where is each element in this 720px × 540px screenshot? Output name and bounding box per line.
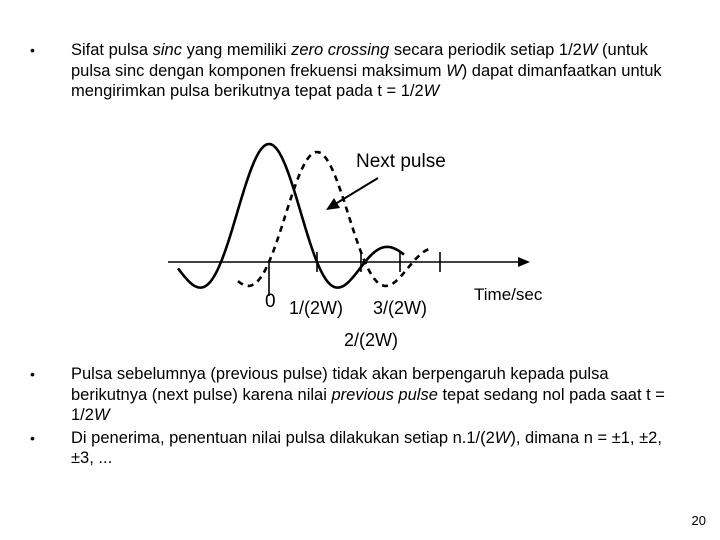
- pointer-arrow-icon: [326, 198, 340, 210]
- bullet-text: Sifat pulsa: [71, 41, 153, 59]
- tick-label-1: 1/(2W): [289, 298, 343, 318]
- next-pulse-label: Next pulse: [356, 151, 446, 172]
- next-pulse-curve: [238, 152, 430, 286]
- bullet-text: Pulsa sebelumnya (previous pulse) tidak akan berpengaruh kepada pulsa berikutnya (next pulse) karena nilai: [71, 365, 609, 404]
- bullet-text-italic: W: [423, 82, 440, 100]
- page-number: 20: [691, 513, 706, 528]
- time-axis-label: Time/sec: [474, 285, 543, 304]
- bullet-item: [26, 40, 686, 102]
- top-bullet-list: [26, 40, 686, 104]
- bullet-text: tepat sedang nol pada saat t = 1/2: [71, 385, 665, 424]
- bullet-text-italic: zero crossing: [291, 41, 390, 59]
- bullet-text: ), dimana n = ±1, ±2, ±3, ...: [71, 428, 662, 467]
- bullet-text-italic: W: [93, 406, 110, 424]
- bullet-dot-icon: •: [30, 42, 35, 58]
- bullet-item: [26, 364, 686, 426]
- axis-arrow-icon: [518, 257, 530, 267]
- tick-label-0: 0: [265, 291, 276, 312]
- bullet-text-italic: W: [494, 428, 511, 447]
- bullet-dot-icon: •: [30, 366, 35, 382]
- bullet-text-italic: W: [446, 61, 462, 80]
- bullet-item: [26, 428, 686, 469]
- pointer-line: [332, 178, 378, 206]
- bullet-text-italic: W: [581, 41, 598, 59]
- bullet-text-italic: previous pulse: [331, 385, 438, 404]
- bullet-text: secara periodik setiap 1/2: [389, 41, 582, 59]
- bottom-bullet-list: [26, 364, 686, 471]
- bullet-text: Di penerima, penentuan nilai pulsa dilakukan setiap n.1/(2: [71, 428, 495, 447]
- bullet-text: ) dapat dimanfaatkan untuk mengirimkan pulsa berikutnya tepat pada t = 1/2: [71, 61, 662, 100]
- sinc-pulse-figure: [168, 136, 568, 352]
- bullet-text: (untuk pulsa sinc dengan komponen frekuensi maksimum: [71, 41, 648, 80]
- tick-label-2: 2/(2W): [344, 330, 398, 350]
- bullet-text-italic: sinc: [152, 41, 182, 59]
- bullet-text: yang memiliki: [181, 41, 292, 59]
- bullet-dot-icon: •: [30, 429, 35, 446]
- tick-label-3: 3/(2W): [373, 298, 427, 318]
